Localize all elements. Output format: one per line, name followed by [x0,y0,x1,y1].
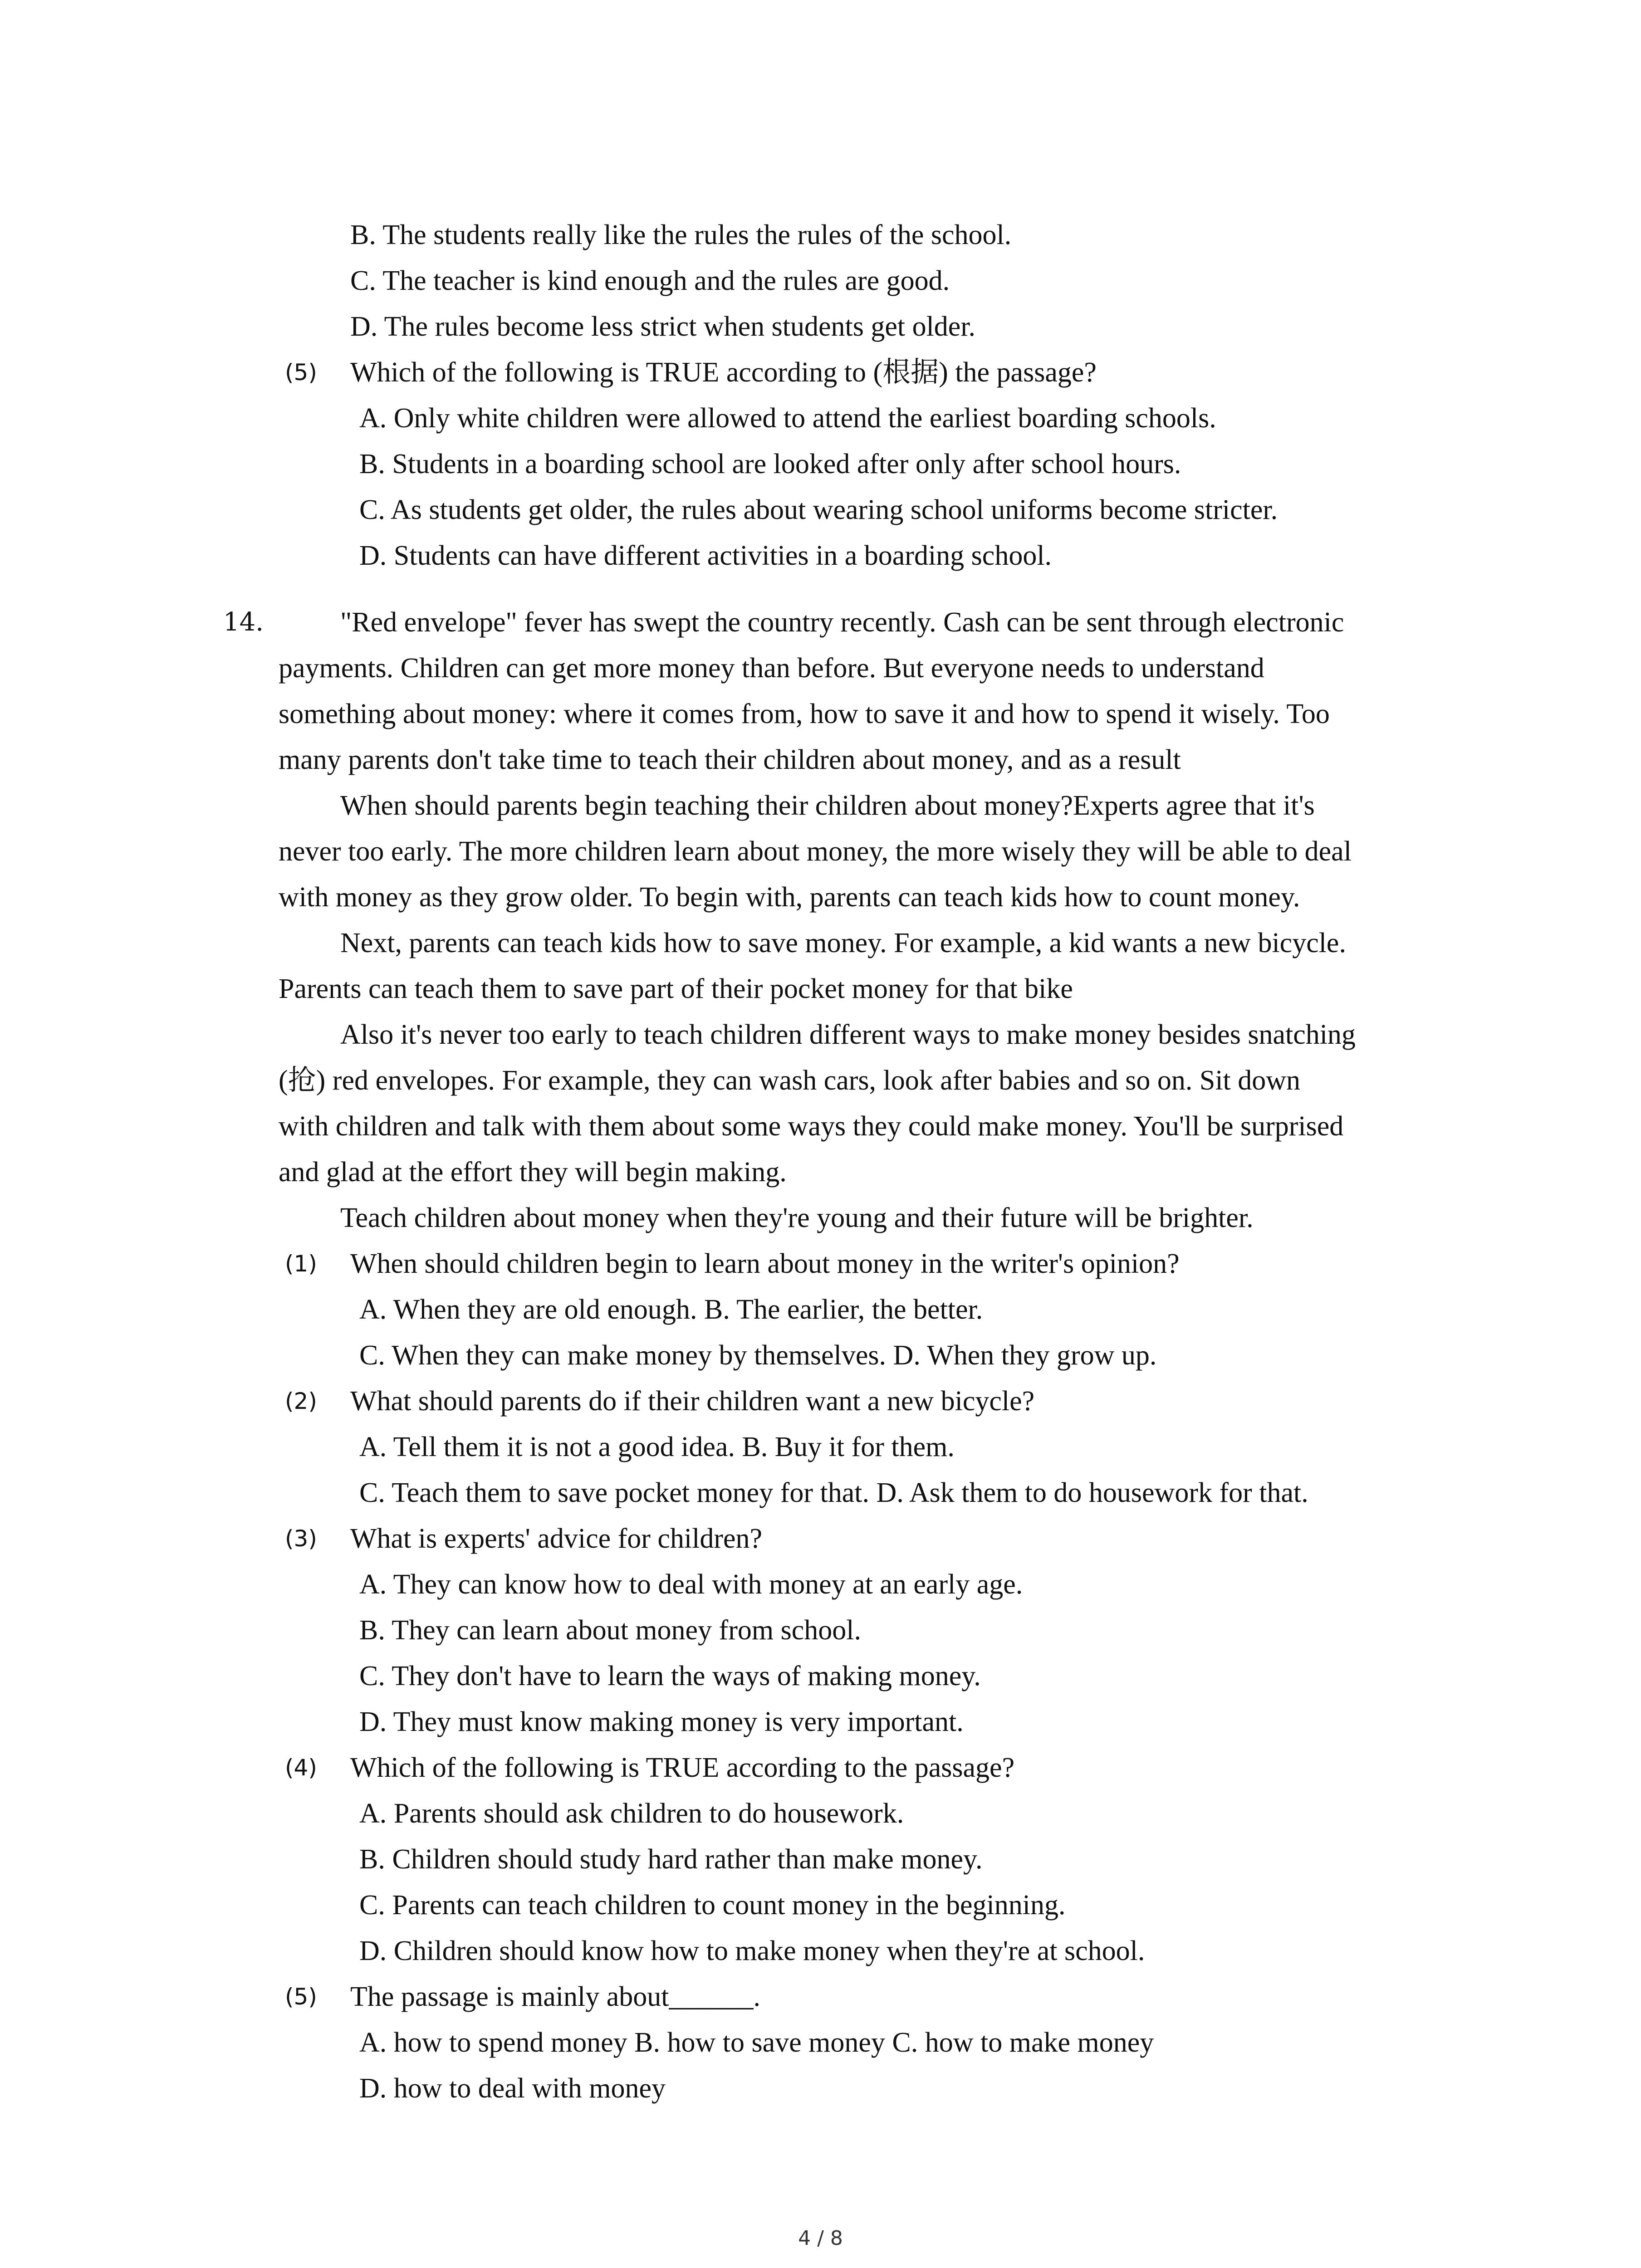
q14-q3-option-d: D. They must know making money is very important. [359,1706,964,1737]
q13-q5-option-b: B. Students in a boarding school are looked after only after school hours. [359,449,1181,479]
q14-q3-text: What is experts' advice for children? [350,1523,763,1554]
q14-q5-text: The passage is mainly about______. [350,1981,760,2012]
q14-passage-line: "Red envelope" fever has swept the country recently. Cash can be sent through electronic [340,607,1344,638]
q14-q1-text: When should children begin to learn about money in the writer's opinion? [350,1248,1180,1279]
q14-q2-options-row: A. Tell them it is not a good idea. B. Buy it for them. [359,1432,955,1462]
q14-passage-line: When should parents begin teaching their children about money?Experts agree that it's [340,790,1315,821]
q14-passage-line: never too early. The more children learn about money, the more wisely they will be able to deal [279,836,1352,867]
q14-q1-number: (1) [285,1251,317,1277]
q13-q5-option-a: A. Only white children were allowed to attend the earliest boarding schools. [359,403,1216,434]
q14-q3-number: (3) [285,1525,317,1552]
q14-q2-number: (2) [285,1388,317,1414]
q14-q4-option-c: C. Parents can teach children to count money in the beginning. [359,1890,1066,1921]
q14-passage-line: with children and talk with them about some ways they could make money. You'll be surprised [279,1111,1344,1142]
q14-q2-options-row: C. Teach them to save pocket money for that. D. Ask them to do housework for that. [359,1477,1308,1508]
q14-q4-number: (4) [285,1755,317,1781]
q14-q5-option-d: D. how to deal with money [359,2073,666,2104]
q13-q5-text: Which of the following is TRUE according to (根据) the passage? [350,357,1097,388]
q14-q4-option-a: A. Parents should ask children to do housework. [359,1798,904,1829]
q14-passage-line: and glad at the effort they will begin making. [279,1157,787,1188]
q14-passage-line: Parents can teach them to save part of their pocket money for that bike [279,973,1073,1004]
q14-number: 14. [223,607,264,637]
q14-passage-line: many parents don't take time to teach their children about money, and as a result [279,744,1181,775]
q14-passage-line: payments. Children can get more money than before. But everyone needs to understand [279,653,1264,684]
q14-passage-line: with money as they grow older. To begin with, parents can teach kids how to count money. [279,882,1300,913]
q14-passage-line: Teach children about money when they're young and their future will be brighter. [340,1202,1254,1233]
q14-q2-text: What should parents do if their children want a new bicycle? [350,1386,1035,1417]
q14-q3-option-c: C. They don't have to learn the ways of making money. [359,1661,981,1691]
q14-q4-option-b: B. Children should study hard rather than make money. [359,1844,983,1875]
q13-q4-option-d: D. The rules become less strict when students get older. [350,311,976,342]
q14-q4-option-d: D. Children should know how to make money when they're at school. [359,1936,1145,1966]
q13-q4-option-c: C. The teacher is kind enough and the rules are good. [350,265,950,296]
q13-q4-option-b: B. The students really like the rules the rules of the school. [350,220,1012,250]
q14-q5-options-row: A. how to spend money B. how to save money C. how to make money [359,2027,1154,2058]
q14-q5-number: (5) [285,1984,317,2010]
q14-passage-line: Also it's never too early to teach children different ways to make money besides snatching [340,1019,1356,1050]
q14-q3-option-a: A. They can know how to deal with money at an early age. [359,1569,1023,1600]
q14-q1-options-row: C. When they can make money by themselves. D. When they grow up. [359,1340,1157,1371]
q14-passage-line: Next, parents can teach kids how to save money. For example, a kid wants a new bicycle. [340,928,1346,958]
q14-passage-line: (抢) red envelopes. For example, they can wash cars, look after babies and so on. Sit down [279,1065,1301,1096]
q14-q4-text: Which of the following is TRUE according to the passage? [350,1752,1015,1783]
q14-q1-options-row: A. When they are old enough. B. The earlier, the better. [359,1294,983,1325]
page-number: 4 / 8 [798,2227,843,2250]
q13-q5-option-d: D. Students can have different activities in a boarding school. [359,540,1052,571]
q13-q5-option-c: C. As students get older, the rules about wearing school uniforms become stricter. [359,494,1278,525]
q13-q5-number: (5) [285,359,317,386]
q14-q3-option-b: B. They can learn about money from school. [359,1615,861,1646]
q14-passage-line: something about money: where it comes from, how to save it and how to spend it wisely. Too [279,699,1330,729]
